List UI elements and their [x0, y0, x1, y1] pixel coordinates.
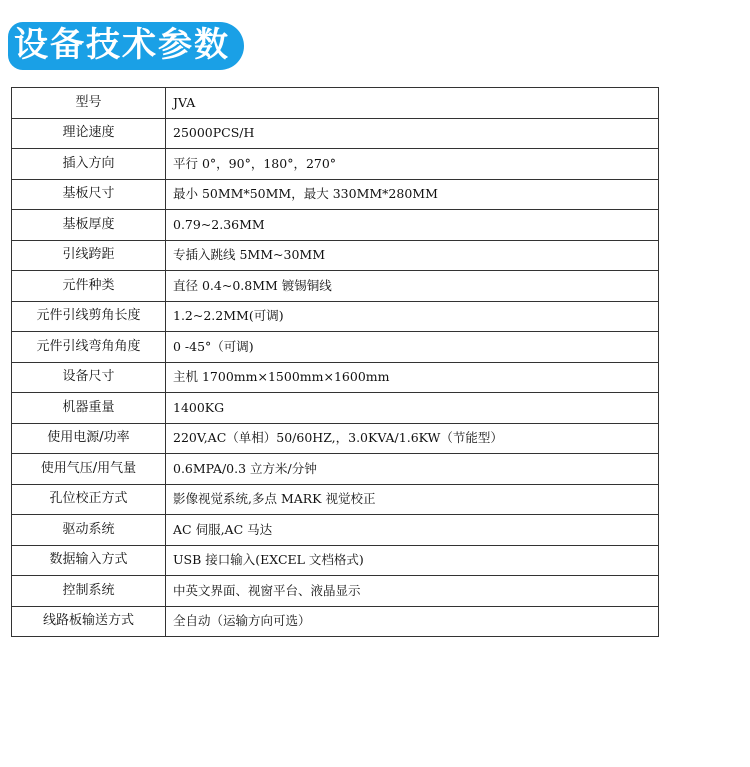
spec-label: 型号 — [12, 88, 166, 119]
spec-value: USB 接口输入(EXCEL 文档格式) — [166, 545, 659, 576]
spec-label: 线路板输送方式 — [12, 606, 166, 637]
table-row — [12, 149, 659, 180]
spec-value: 专插入跳线 5MM~30MM — [166, 240, 659, 271]
spec-label: 元件种类 — [12, 271, 166, 302]
spec-label: 设备尺寸 — [12, 362, 166, 393]
spec-label: 使用电源/功率 — [12, 423, 166, 454]
spec-label: 理论速度 — [12, 118, 166, 149]
page-title: 设备技术参数 — [14, 25, 230, 65]
spec-value: 1400KG — [166, 393, 659, 424]
spec-value: JVA — [166, 88, 659, 119]
spec-label: 基板厚度 — [12, 210, 166, 241]
table-row — [12, 179, 659, 210]
table-row — [12, 301, 659, 332]
spec-label: 孔位校正方式 — [12, 484, 166, 515]
table-row — [12, 484, 659, 515]
spec-value: 直径 0.4~0.8MM 镀锡铜线 — [166, 271, 659, 302]
spec-value: 主机 1700mm×1500mm×1600mm — [166, 362, 659, 393]
table-row — [12, 606, 659, 637]
spec-value: 1.2~2.2MM(可调) — [166, 301, 659, 332]
spec-label: 驱动系统 — [12, 515, 166, 546]
spec-label: 引线跨距 — [12, 240, 166, 271]
spec-value: 0.6MPA/0.3 立方米/分钟 — [166, 454, 659, 485]
spec-value: 0 -45°（可调) — [166, 332, 659, 363]
spec-label: 插入方向 — [12, 149, 166, 180]
spec-label: 机器重量 — [12, 393, 166, 424]
table-row — [12, 332, 659, 363]
spec-table — [11, 87, 659, 637]
table-row — [12, 515, 659, 546]
spec-value: 中英文界面、视窗平台、液晶显示 — [166, 576, 659, 607]
spec-label: 控制系统 — [12, 576, 166, 607]
spec-value: 全自动（运输方向可选） — [166, 606, 659, 637]
table-row — [12, 454, 659, 485]
table-row — [12, 118, 659, 149]
spec-label: 使用气压/用气量 — [12, 454, 166, 485]
spec-value: 最小 50MM*50MM，最大 330MM*280MM — [166, 179, 659, 210]
spec-value: 220V,AC（单相）50/60HZ,，3.0KVA/1.6KW（节能型） — [166, 423, 659, 454]
spec-value: 平行 0°，90°，180°，270° — [166, 149, 659, 180]
table-row — [12, 362, 659, 393]
table-row — [12, 576, 659, 607]
spec-label: 基板尺寸 — [12, 179, 166, 210]
spec-label: 数据输入方式 — [12, 545, 166, 576]
table-row — [12, 240, 659, 271]
spec-value: AC 伺服,AC 马达 — [166, 515, 659, 546]
table-row — [12, 88, 659, 119]
table-row — [12, 393, 659, 424]
spec-value: 0.79~2.36MM — [166, 210, 659, 241]
table-row — [12, 210, 659, 241]
spec-value: 25000PCS/H — [166, 118, 659, 149]
table-row — [12, 423, 659, 454]
table-row — [12, 271, 659, 302]
spec-value: 影像视觉系统,多点 MARK 视觉校正 — [166, 484, 659, 515]
spec-label: 元件引线剪角长度 — [12, 301, 166, 332]
table-row — [12, 545, 659, 576]
spec-label: 元件引线弯角角度 — [12, 332, 166, 363]
